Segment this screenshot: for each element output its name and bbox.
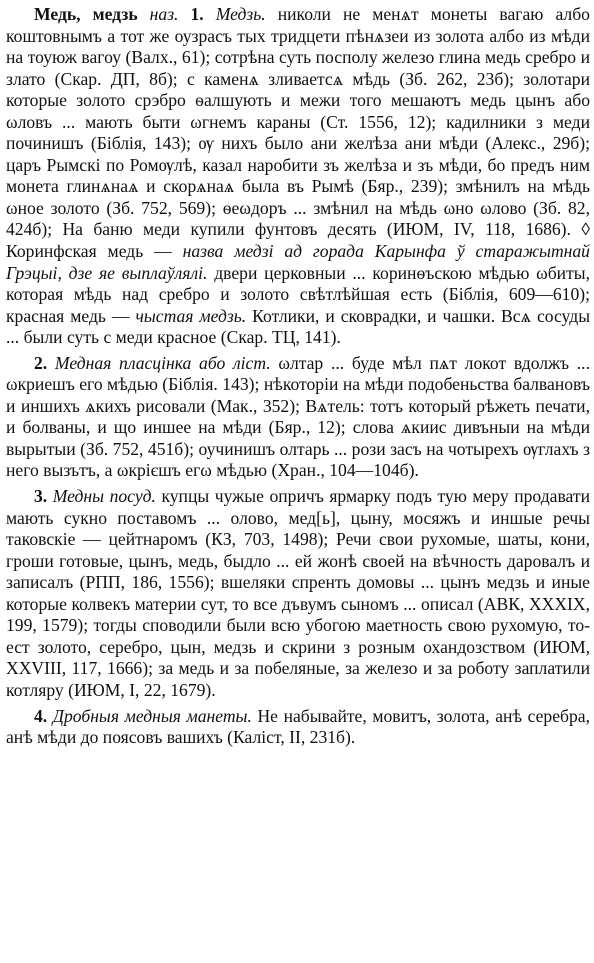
sense-gloss: Дробныя медныя манеты. — [52, 705, 252, 726]
sense-number: 4. — [34, 705, 48, 726]
sense-1-paragraph — [6, 4, 590, 349]
sense-gloss: Медная пласцінка або ліст. — [54, 352, 271, 373]
sense-number: 3. — [34, 486, 48, 507]
phrase-term: Коринфская медь — — [6, 241, 172, 262]
phrase-term: красная медь — — [6, 305, 130, 326]
phrase-diamond-marker: ◊ — [581, 219, 591, 240]
sense-number: 1. — [190, 4, 204, 24]
citations-text: купцы чужые опричъ ярмарку подъ тую меру продавати мають сукно поставомъ ... олово, мед[ь], цыну, мосяжъ и иншые речы таковскіе — цейтнаромъ (КЗ, 703, 1498); Речи свои рухомые, шаты, кони, гроши готовые, цынъ, медь, быдло ... ей жонѣ своей на вѣчность даровалъ и записалъ (РПП, 186, 1556); вшеляки спренть домовы ... цынъ медзь и иные которые колвекъ материи сут, то все дъвумъ сыномъ ... описал (АВК, XXXIX, 199, 1579); тогды споводили были всю убогою маетность свою рухомую, то-ест золото, серебро, цын, медзь и скрини з розным охандозством (ИЮМ, XXVIII, 117, 1666); за медь и за побеляные, за железо и за роботу заплатили котляру (ИЮМ, I, 22, 1679). — [6, 486, 591, 700]
headword: Медь, медзь — [34, 4, 138, 24]
citations-text: ωлтар ... буде мѣл пѧт локот вдолжъ ... ωкриешъ его мѣдью (Біблія. 143); нѣкоторіи на мѣди подобеньства балвановъ и иншихъ ѧкихъ рисовали (Мак., 352); Вѧтель: тотъ который рѣжеть печати, и болваны, и що иншее на мѣди (Бяр., 12); слова ѧкиис дивъныи на мѣди вырытыи (Зб. 752, 451б); оучинишъ олтарь ... рози засъ на чотырехъ ѹглахъ з него вызътъ, а ωкрієшъ егω мѣдью (Хран., 104—104б). — [6, 352, 590, 481]
sense-4-paragraph — [6, 706, 590, 749]
dictionary-entry — [6, 4, 590, 753]
citations-text: Не набывайте, мовитъ, золота, анѣ серебра, анѣ мѣди до поясовъ вашихъ (Каліст, II, 231б). — [6, 705, 590, 748]
citations-text: николи не менѧт монеты вагаю албо коштовнымъ а тот же оузрасъ тых тридцети пѣнѧзеи из золота албо из мѣди на тоуюж вагоу (Валх., 61); сотрѣна суть посполу железо глина медь сребро и злато (Скар. ДП, 8б); с каменѧ зливаетсѧ мѣдь (Зб. 262, 23б); золотари которые золото срэбро ѳалшують и межи того мешаютъ медь цынъ або ωловъ ... мають быти ωгнемъ караны (Ст. 1556, 12); кадилники з меди починишъ (Біблія, 143); ѹ нихъ было ани желѣза ани мѣди (Алекс., 29б); царъ Рымскi по Ромѹлѣ, казал наробити зъ желѣза и зъ мѣди, бо предъ ним монета глинѧнаѧ и скорѧнаѧ была въ Рымѣ (Бяр., 239); змѣнилъ на мѣдь ωное золото (Зб. 752, 569); ѳеωдоръ ... змѣнил на мѣдь ωно ωлово (Зб. 82, 424б); На баню меди купили фунтовъ десять (ИЮМ, IV, 118, 1686). — [6, 4, 590, 240]
sense-gloss: Медзь. — [215, 4, 266, 24]
sense-3-paragraph — [6, 486, 590, 701]
grammar-abbr: наз. — [149, 4, 179, 24]
phrase-gloss: назва медзі ад горада Карынфа ў старажытнай Грэцыі, дзе яе выплаўлялі. — [6, 241, 590, 283]
citations-text: двери церковныи ... коринѳъскою мѣдью ωбиты, которая мѣдь над сребро и золото свѣтлѣйшая есть (Біблія, 609—610); — [6, 262, 590, 305]
phrase-gloss: чыстая медзь. — [135, 305, 247, 326]
sense-number: 2. — [34, 352, 48, 373]
citations-text: Котлики, и сковрадки, и чашки. Всѧ сосуды ... были суть с меди красное (Скар. ТЦ, 141). — [6, 305, 591, 348]
sense-2-paragraph — [6, 353, 590, 482]
sense-gloss: Медны посуд. — [52, 486, 156, 507]
